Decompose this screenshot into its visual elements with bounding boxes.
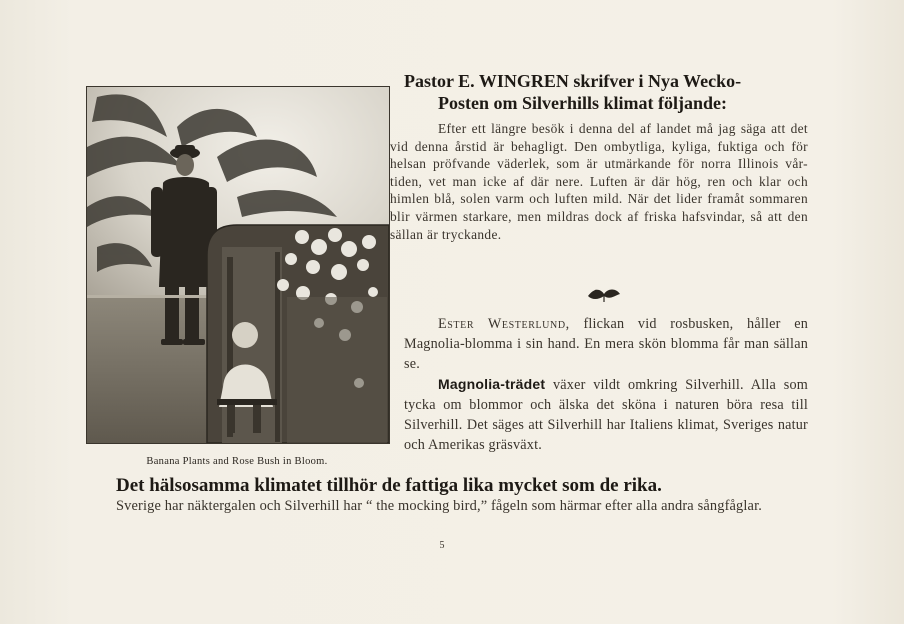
paragraph-mocking-bird: [84, 496, 806, 516]
article-heading-line-2: Posten om Silverhills klimat följande:: [438, 93, 727, 113]
photo-caption: Banana Plants and Rose Bush in Bloom.: [146, 456, 328, 467]
headline-climate: Det hälsosamma klimatet tillhör de fattiga lika mycket som de rika.: [116, 475, 662, 496]
paragraph-ester-westerlund: [404, 314, 808, 374]
magnolia-lead: Magnolia-trädet: [438, 376, 546, 392]
photograph-banana-plants-rose-bush: [86, 86, 390, 444]
paragraph-ester-westerlund-text: flickan vid rosbusken, håller en Magnolia-blomma i sin hand. En mera skön blomma får man sällan se.: [404, 316, 808, 372]
person-name: Ester Westerlund,: [438, 316, 570, 332]
paragraph-magnolia-text: växer vildt omkring Silverhill. Alla som tycka om blommor och älska det sköna i naturen böra resa till Silverhill. Det säges att Silverhill har Italiens klimat, Sveriges natur och Amerikas gräsväxt.: [404, 377, 808, 453]
article-heading-line-1: Pastor E. WINGREN skrifver i Nya Wecko-: [404, 71, 742, 91]
paragraph-climate-report: [390, 120, 808, 243]
flower-ornament-icon: [584, 284, 624, 304]
photo-scene: [87, 87, 389, 443]
article-heading: [404, 70, 808, 114]
page-number: 5: [439, 540, 445, 551]
paragraph-mocking-bird-text: Sverige har näktergalen och Silverhill har “ the mocking bird,” fågeln som härmar efter alla andra sångfåglar.: [116, 498, 762, 514]
paragraph-magnolia: [404, 374, 808, 455]
paragraph-climate-report-text: Efter ett längre besök i denna del af landet må jag säga att det vid denna årstid är behagligt. Den ombytliga, kyliga, fuktiga och för helsan pröfvande väderlek, som är utmärkande för norra Illinois vår-tiden, vet man icke af där nere. Luften är där hög, ren och klar och himlen blå, solen varm och luften mild. När det lider framåt sommaren blir värmen starkare, men mildras dock af friska hafsvindar, så att den sällan är tryckande.: [390, 121, 808, 242]
